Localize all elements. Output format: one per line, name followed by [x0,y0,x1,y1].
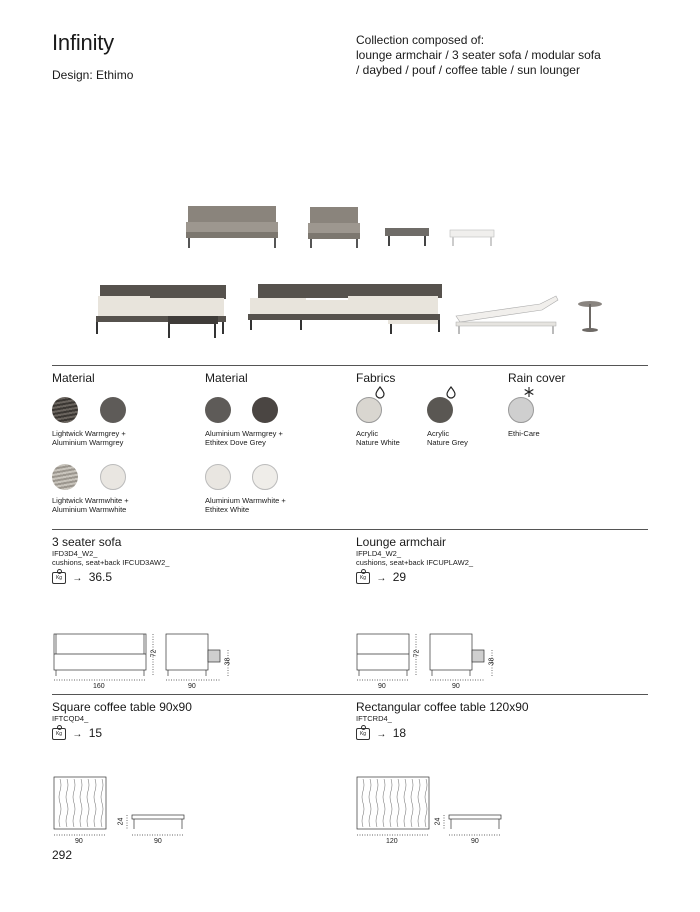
dim-width: 90 [75,838,83,845]
product-square-coffee-table [52,700,192,740]
product-code: IFTCQD4_ [52,714,89,723]
dim-height: 24 [117,817,125,826]
dim-width: 120 [386,838,398,845]
product-code: IFD3D4_W2_ [52,549,98,558]
section-fabrics: Fabrics [356,371,396,385]
product-weight: Kg → 29 [356,570,473,584]
cushion-code: cushions, seat+back IFCUPLAW2_ [356,558,474,567]
section-material-2: Material [205,371,248,385]
dim-depth: 90 [452,683,460,690]
dim-height: 72 [413,649,421,658]
collection-line: Collection composed of: [356,33,485,47]
dim-height: 24 [434,817,442,826]
cushion-code: cushions, seat+back IFCUD3AW2_ [52,558,170,567]
swatch-label: Acrylic Nature Grey [427,429,468,447]
swatch-label: Lightwick Warmgrey + Aluminium Warmgrey [52,429,126,447]
product-weight: Kg → 18 [356,726,529,740]
collection-line: / daybed / pouf / coffee table / sun lounger [356,63,580,77]
product-weight: Kg → 15 [52,726,192,740]
collection-line: lounge armchair / 3 seater sofa / modular sofa [356,48,601,62]
dim-depth: 90 [154,838,162,845]
swatch-label: Aluminium Warmgrey + Ethitex Dove Grey [205,429,283,447]
product-title: Lounge armchair [356,535,447,549]
divider [52,694,648,695]
weight-icon: Kg [52,728,66,740]
swatch-label: Ethi-Care [508,429,540,438]
dim-height: 72 [150,649,158,658]
swatch-label: Lightwick Warmwhite + Aluminium Warmwhite [52,496,129,514]
product-rectangular-coffee-table [356,700,529,740]
product-code: IFPLD4_W2_ [356,549,402,558]
dim-seat-height: 38 [488,657,496,666]
section-rain-cover: Rain cover [508,371,566,385]
product-title: 3 seater sofa [52,535,122,549]
product-title: Rectangular coffee table 120x90 [356,700,529,714]
page-number: 292 [52,848,73,862]
weight-icon: Kg [52,572,66,584]
dim-depth: 90 [471,838,479,845]
swatch-label: Acrylic Nature White [356,429,400,447]
weight-icon: Kg [356,728,370,740]
designer: Design: Ethimo [52,68,134,82]
dim-seat-height: 38 [224,657,232,666]
product-title: Square coffee table 90x90 [52,700,192,714]
swatch-label: Aluminium Warmwhite + Ethitex White [205,496,286,514]
page-title: Infinity [52,30,114,55]
dim-width: 160 [93,683,105,690]
dim-depth: 90 [188,683,196,690]
section-material-1: Material [52,371,95,385]
dim-width: 90 [378,683,386,690]
weight-icon: Kg [356,572,370,584]
product-code: IFTCRD4_ [356,714,392,723]
product-weight: Kg → 36.5 [52,570,169,584]
